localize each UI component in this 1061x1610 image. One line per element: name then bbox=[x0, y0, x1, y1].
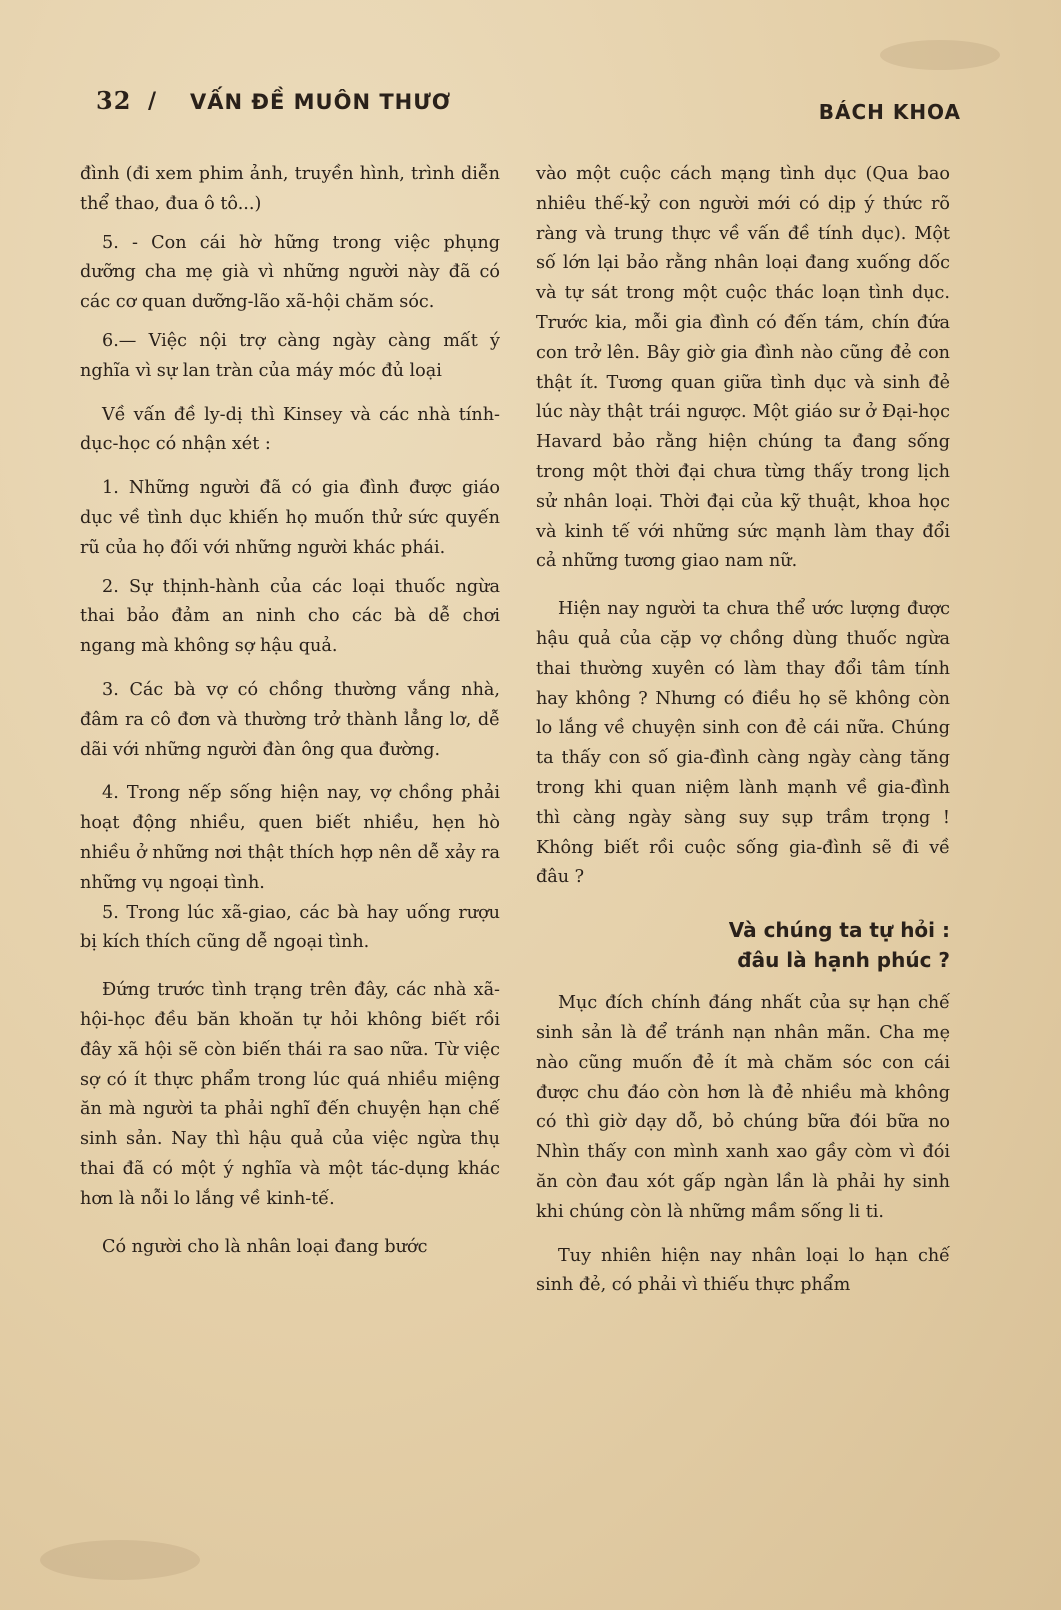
left-column bbox=[80, 160, 500, 1262]
paper-stain bbox=[40, 1540, 200, 1580]
paragraph: 4. Trong nếp sống hiện nay, vợ chồng phải hoạt động nhiều, quen biết nhiều, hẹn hò nhiều ở những nơi thật thích hợp nên dễ xảy ra những vụ ngoại tình. bbox=[80, 783, 500, 893]
paper-stain bbox=[880, 40, 1000, 70]
paragraph: 1. Những người đã có gia đình được giáo dục về tình dục khiến họ muốn thử sức quyến rũ của họ đối với những người khác phái. bbox=[80, 478, 500, 558]
paragraph: Có người cho là nhân loại đang bước bbox=[102, 1236, 428, 1257]
header-separator: / bbox=[148, 88, 157, 114]
paragraph: Mục đích chính đáng nhất của sự hạn chế sinh sản là để tránh nạn nhân mãn. Cha mẹ nào cũng muốn đẻ ít mà chăm sóc con cái được chu đáo còn hơn là đẻ nhiều mà không có thì giờ dạy dỗ, bỏ chúng bữa đói bữa no Nhìn thấy con mình xanh xao gầy còm vì đói ăn còn đau xót gấp ngàn lần là phải hy sinh khi chúng còn là những mầm sống li ti. bbox=[536, 993, 950, 1222]
section-subheading bbox=[536, 915, 950, 975]
paragraph: 3. Các bà vợ có chồng thường vắng nhà, đâm ra cô đơn và thường trở thành lẳng lơ, dễ dãi với những người đàn ông qua đường. bbox=[80, 679, 500, 760]
paragraph: 6.— Việc nội trợ càng ngày càng mất ý nghĩa vì sự lan tràn của máy móc đủ loại bbox=[80, 330, 500, 381]
page-header bbox=[96, 86, 961, 126]
paragraph: đình (đi xem phim ảnh, truyền hình, trình diễn thể thao, đua ô tô...) bbox=[80, 164, 500, 214]
paragraph: Hiện nay người ta chưa thể ước lượng được hậu quả của cặp vợ chồng dùng thuốc ngừa thai thường xuyên có làm thay đổi tâm tính hay không ? Nhưng có điều họ sẽ không còn lo lắng về chuyện sinh con đẻ cái nữa. Chúng ta thấy con số gia-đình càng ngày càng tăng trong khi quan niệm lành mạnh về gia-đình thì càng ngày sàng suy sụp trầm trọng ! Không biết rồi cuộc sống gia-đình sẽ đi về đâu ? bbox=[536, 599, 950, 888]
paragraph: 2. Sự thịnh-hành của các loại thuốc ngừa thai bảo đảm an ninh cho các bà dễ chơi ngang mà không sợ hậu quả. bbox=[80, 576, 500, 657]
magazine-name: BÁCH KHOA bbox=[818, 100, 961, 124]
subheading-line: đâu là hạnh phúc ? bbox=[737, 948, 950, 973]
subheading-line: Và chúng ta tự hỏi : bbox=[728, 918, 950, 943]
page-number: 32 bbox=[96, 86, 132, 115]
right-column bbox=[536, 160, 950, 1301]
paragraph: 5. - Con cái hờ hững trong việc phụng dưỡng cha mẹ già vì những người này đã có các cơ quan dưỡng-lão xã-hội chăm sóc. bbox=[80, 232, 500, 313]
paragraph: vào một cuộc cách mạng tình dục (Qua bao nhiêu thế-kỷ con người mới có dịp ý thức rõ ràng và trung thực về vấn đề tính dục). Một số lớn lại bảo rằng nhân loại đang xuống dốc và tự sát trong một cuộc thác loạn tình dục. Trước kia, mỗi gia đình có đến tám, chín đứa con trở lên. Bây giờ gia đình nào cũng đẻ con thật ít. Tương quan giữa tình dục và sinh đẻ lúc này thật trái ngược. Một giáo sư ở Đại-học Havard bảo rằng hiện chúng ta đang sống trong một thời đại chưa từng thấy trong lịch sử nhân loại. Thời đại của kỹ thuật, khoa học và kinh tế với những sức mạnh làm thay đổi cả những tương giao nam nữ. bbox=[536, 164, 950, 572]
section-title: VẤN ĐỀ MUÔN THƯƠ bbox=[190, 90, 452, 114]
paragraph: Đứng trước tình trạng trên đây, các nhà xã-hội-học đều băn khoăn tự hỏi không biết rồi đây xã hội sẽ còn biến thái ra sao nữa. Từ việc sợ có ít thực phẩm trong lúc quá nhiều miệng ăn mà người ta phải nghĩ đến chuyện hạn chế sinh sản. Nay thì hậu quả của việc ngừa thụ thai đã có một ý nghĩa và một tác-dụng khác hơn là nỗi lo lắng về kinh-tế. bbox=[80, 980, 500, 1209]
paragraph: Về vấn đề ly-dị thì Kinsey và các nhà tính-dục-học có nhận xét : bbox=[80, 404, 500, 455]
paragraph: Tuy nhiên hiện nay nhân loại lo hạn chế sinh đẻ, có phải vì thiếu thực phẩm bbox=[536, 1245, 950, 1296]
paragraph: 5. Trong lúc xã-giao, các bà hay uống rượu bị kích thích cũng dễ ngoại tình. bbox=[80, 902, 500, 953]
